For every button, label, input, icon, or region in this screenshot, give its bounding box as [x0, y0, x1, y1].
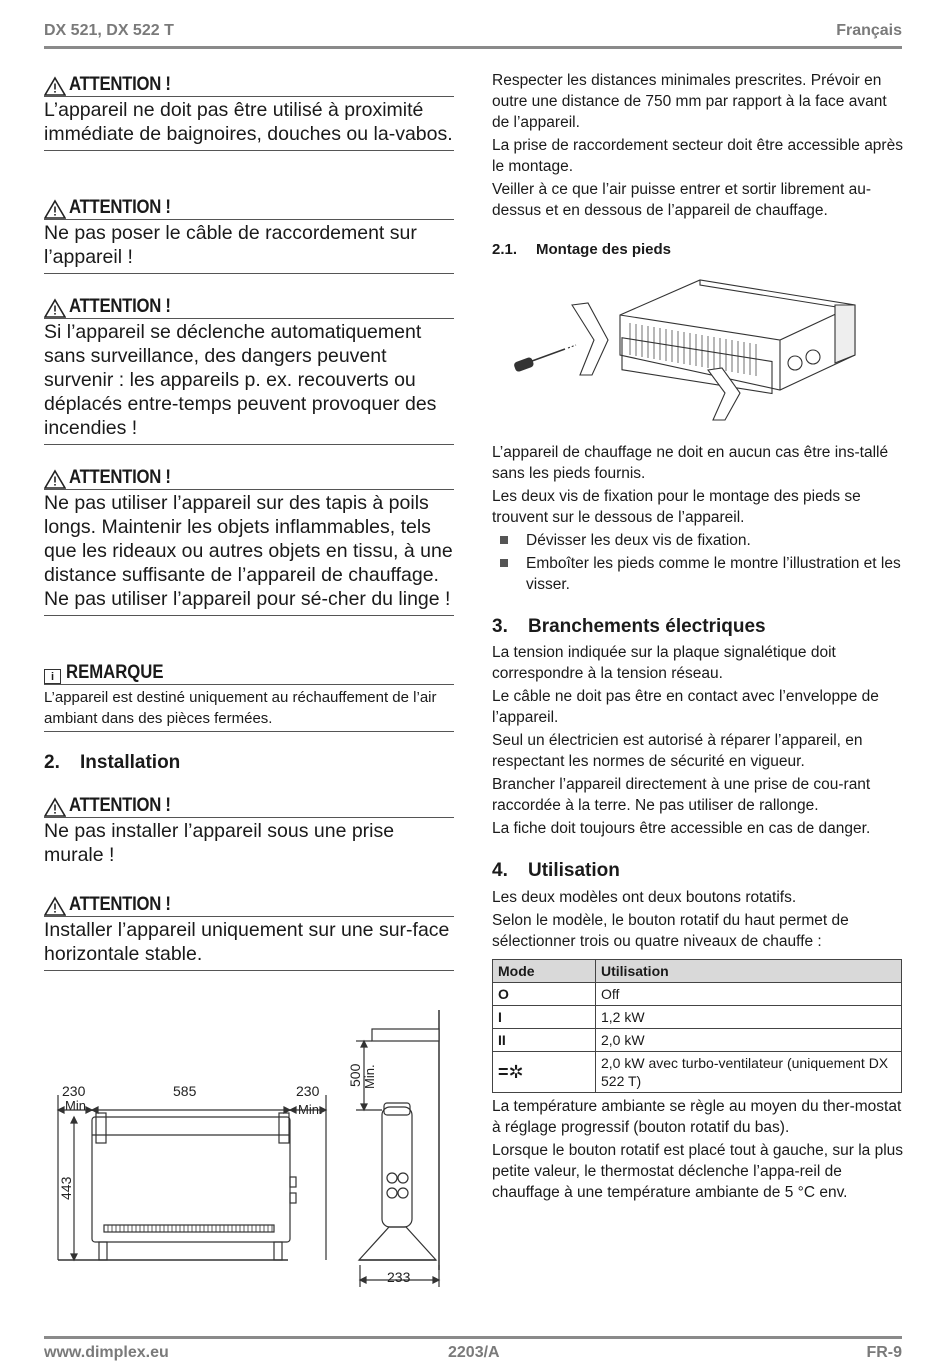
footer-page-number: FR-9	[866, 1344, 902, 1361]
paragraph: La prise de raccordement secteur doit être accessible après le montage.	[492, 137, 903, 175]
warning-triangle-icon	[44, 298, 66, 318]
section-title: Installation	[80, 752, 181, 773]
warning-text: Installer l’appareil uniquement sur une sur-face horizontale stable.	[44, 917, 454, 971]
table-row	[493, 983, 902, 1006]
warning-triangle-icon	[44, 76, 66, 96]
warning-label: ATTENTION !	[69, 467, 171, 488]
warning-label: ATTENTION !	[69, 296, 171, 317]
thermostat-text	[492, 1096, 904, 1205]
dim-233: 233	[387, 1269, 411, 1285]
warning-label: ATTENTION !	[69, 74, 171, 95]
note-label: REMARQUE	[66, 662, 164, 683]
bullet-item: Dévisser les deux vis de fixation.	[492, 530, 904, 551]
note-text: L’appareil est destiné uniquement au réchauffement de l’air ambiant dans des pièces fermées.	[44, 685, 454, 732]
paragraph: Veiller à ce que l’air puisse entrer et sortir librement au-dessus et en dessous de l’appareil de chauffage.	[492, 181, 872, 219]
table-cell-usage: 2,0 kW	[596, 1029, 902, 1052]
warning-text: L’appareil ne doit pas être utilisé à proximité immédiate de baignoires, douches ou la-vabos.	[44, 97, 454, 151]
table-cell-usage: 1,2 kW	[596, 1006, 902, 1029]
dim-min-top: Min.	[362, 1064, 377, 1089]
header-model: DX 521, DX 522 T	[44, 22, 174, 39]
subsection-2-1-heading	[492, 241, 671, 258]
paragraph: La température ambiante se règle au moyen du ther-mostat à réglage progressif (bouton rotatif du bas).	[492, 1098, 902, 1136]
paragraph: La fiche doit toujours être accessible en cas de danger.	[492, 820, 871, 837]
paragraph: Les deux modèles ont deux boutons rotatifs.	[492, 889, 797, 906]
dim-500: 500	[347, 1063, 363, 1087]
table-cell-usage: Off	[596, 983, 902, 1006]
dim-585: 585	[173, 1083, 197, 1099]
paragraph: Selon le modèle, le bouton rotatif du haut permet de sélectionner trois ou quatre niveaux de chauffe :	[492, 912, 849, 950]
dim-min-right: Min.	[298, 1102, 323, 1117]
warning-triangle-icon	[44, 469, 66, 489]
header-rule	[44, 46, 902, 49]
warning-block-2	[44, 197, 454, 274]
feet-mounting-illustration	[510, 275, 860, 425]
warning-block-1	[44, 74, 454, 151]
footer-version: 2203/A	[448, 1344, 500, 1361]
warning-block-4	[44, 467, 454, 616]
table-header-row	[493, 960, 902, 983]
warning-triangle-icon	[44, 199, 66, 219]
feet-text	[492, 442, 904, 595]
header-language: Français	[836, 22, 902, 39]
side-view-heater	[356, 1010, 439, 1287]
warning-label: ATTENTION !	[69, 197, 171, 218]
table-cell-mode-turbo-icon: =✲	[493, 1052, 596, 1093]
front-view-heater	[58, 1095, 326, 1260]
table-header-cell: Utilisation	[596, 960, 902, 983]
bullet-item: Emboîter les pieds comme le montre l’illustration et les visser.	[492, 553, 904, 595]
warning-block-3	[44, 296, 454, 445]
table-cell-mode: O	[493, 983, 596, 1006]
warning-text: Ne pas poser le câble de raccordement sur l’appareil !	[44, 220, 454, 274]
paragraph: Les deux vis de fixation pour le montage des pieds se trouvent sur le dessous de l’appareil.	[492, 488, 861, 526]
info-icon: i	[44, 669, 61, 684]
note-block	[44, 662, 454, 732]
usage-text	[492, 887, 904, 954]
paragraph: Lorsque le bouton rotatif est placé tout à gauche, sur la plus petite valeur, le thermostat déclenche l’appa-reil de chauffage à une température ambiante de 5 °C env.	[492, 1142, 904, 1201]
table-row	[493, 1006, 902, 1029]
subsection-title: Montage des pieds	[536, 241, 672, 258]
table-row	[493, 1029, 902, 1052]
warning-block-6	[44, 894, 454, 971]
footer-url: www.dimplex.eu	[44, 1344, 169, 1361]
section-4-heading	[492, 860, 620, 882]
table-cell-mode: II	[493, 1029, 596, 1052]
dim-230-right: 230	[296, 1083, 320, 1099]
table-row	[493, 1052, 902, 1093]
electrical-text	[492, 642, 904, 841]
installation-dimension-drawing	[44, 1005, 454, 1305]
subsection-number: 2.1.	[492, 241, 518, 258]
table-cell-usage: 2,0 kW avec turbo-ventilateur (uniquement DX 522 T)	[596, 1052, 902, 1093]
paragraph: Brancher l’appareil directement à une prise de cou-rant raccordée à la terre. Ne pas utiliser de rallonge.	[492, 776, 871, 814]
warning-text: Si l’appareil se déclenche automatiquement sans surveillance, des dangers peuvent survenir : les appareils p. ex. recouverts ou déplacés entre-temps peuvent provoquer des incendies !	[44, 319, 454, 445]
paragraph: Le câble ne doit pas être en contact avec l’enveloppe de l’appareil.	[492, 688, 879, 726]
table-cell-mode: I	[493, 1006, 596, 1029]
dim-443: 443	[58, 1176, 74, 1200]
section-3-heading	[492, 616, 766, 638]
warning-label: ATTENTION !	[69, 795, 171, 816]
section-number: 2.	[44, 752, 60, 773]
paragraph: Seul un électricien est autorisé à réparer l’appareil, en respectant les normes de sécurité en vigueur.	[492, 732, 863, 770]
paragraph: L’appareil de chauffage ne doit en aucun cas être ins-tallé sans les pieds fournis.	[492, 444, 889, 482]
warning-text: Ne pas utiliser l’appareil sur des tapis à poils longs. Maintenir les objets inflammables, tels que les rideaux ou autres objets en tissu, à une distance suffisante de l’appareil de chauffage. Ne pas utiliser l’appareil pour sé-cher du linge !	[44, 490, 454, 616]
table-header-cell: Mode	[493, 960, 596, 983]
dim-230-left: 230	[62, 1083, 86, 1099]
footer-rule	[44, 1336, 902, 1339]
section-2-heading	[44, 752, 180, 774]
paragraph: Respecter les distances minimales prescrites. Prévoir en outre une distance de 750 mm par rapport à la face avant de l’appareil.	[492, 72, 887, 131]
section-number: 4.	[492, 860, 508, 881]
bullet-square-icon	[500, 536, 508, 544]
warning-text: Ne pas installer l’appareil sous une prise murale !	[44, 820, 395, 866]
dim-min-left: Min.	[65, 1098, 90, 1113]
section-title: Utilisation	[528, 860, 620, 881]
paragraph: La tension indiquée sur la plaque signalétique doit correspondre à la tension réseau.	[492, 644, 836, 682]
mode-table	[492, 959, 902, 1093]
section-number: 3.	[492, 616, 508, 637]
intro-text	[492, 70, 904, 223]
warning-label: ATTENTION !	[69, 894, 171, 915]
warning-block-5	[44, 795, 454, 871]
warning-triangle-icon	[44, 896, 66, 916]
section-title: Branchements électriques	[528, 616, 766, 637]
bullet-square-icon	[500, 559, 508, 567]
warning-triangle-icon	[44, 797, 66, 817]
